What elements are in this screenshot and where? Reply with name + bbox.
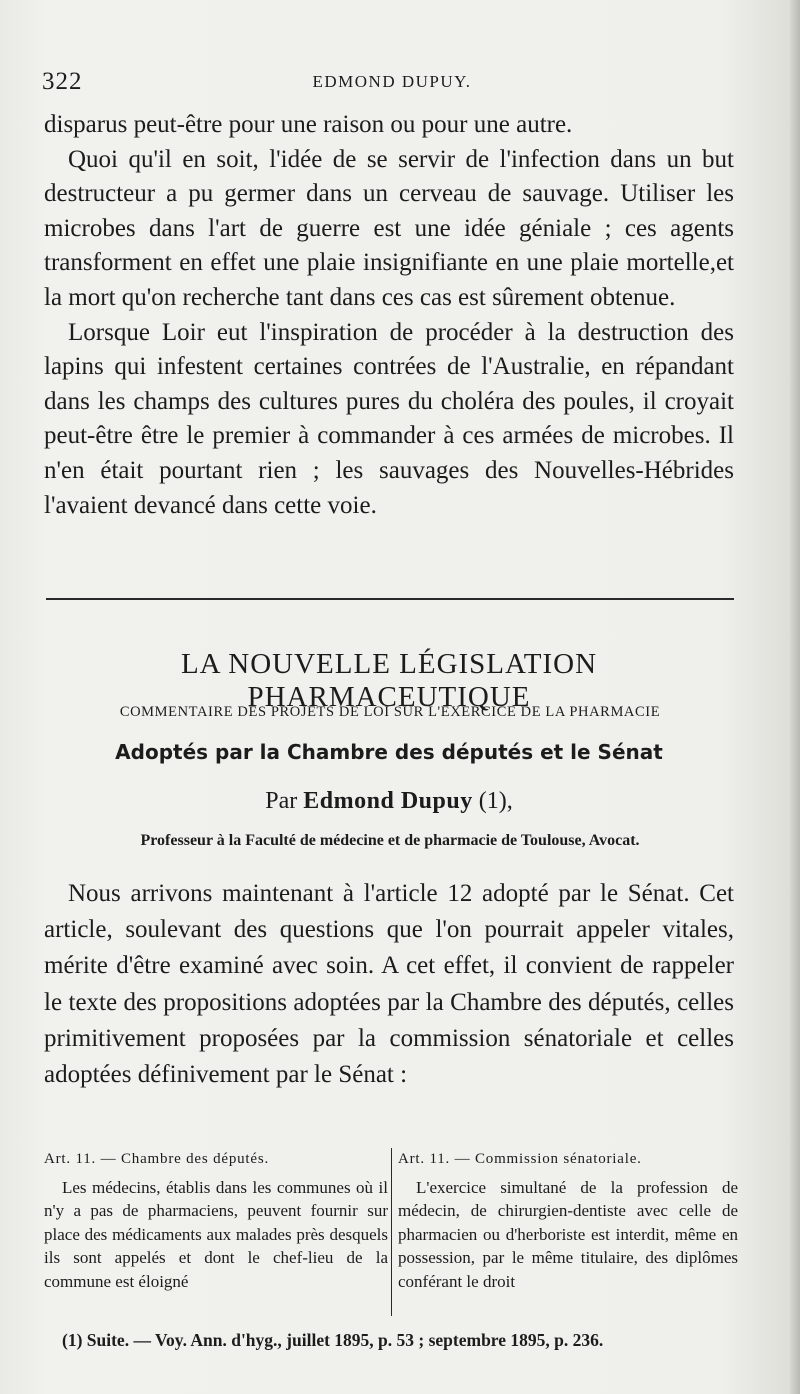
paragraph: Lorsque Loir eut l'inspiration de procéder à la destruction des lapins qui infestent certaines contrées de l'Australie, en répandant dans les champs des cultures pures du choléra des poules, il croyait peut-être être le premier à commander à ces armées de microbes. Il n'en était pourtant rien ; les sauvages des Nouvelles-Hébrides l'avaient devancé dans cette voie. (44, 318, 734, 519)
column-heading: Art. 11. — Chambre des députés. (44, 1151, 270, 1167)
opening-paragraphs (44, 108, 734, 523)
author-name: Edmond Dupuy (303, 788, 473, 814)
section-adopted-line: Adoptés par la Chambre des députés et le Sénat (115, 740, 663, 764)
paragraph: Quoi qu'il en soit, l'idée de se servir de l'infection dans un but destructeur a pu germer dans un cerveau de sauvage. Utiliser les microbes dans l'art de guerre est une idée géniale ; ces agents transforment en effet une plaie insignifiante en une plaie mortelle,et la mort qu'on recherche tant dans ces cas est sûrement obtenue. (44, 145, 734, 311)
paragraph-line: disparus peut-être pour une raison ou pour une autre. (44, 111, 573, 138)
author-footnote-ref: (1), (472, 788, 513, 814)
running-head: EDMOND DUPUY. (312, 72, 472, 91)
column-commission (398, 1148, 738, 1293)
page-header (42, 68, 742, 102)
column-text: Les médecins, établis dans les communes où il n'y a pas de pharmaciens, peuvent fournir sur place des médicaments aux malades près desquels ils sont appelés et dont le chef-lieu de la commune est éloigné (44, 1177, 388, 1291)
column-heading: Art. 11. — Commission sénatoriale. (398, 1151, 642, 1167)
author-affiliation: Professeur à la Faculté de médecine et de pharmacie de Toulouse, Avocat. (140, 832, 640, 849)
comparison-columns (44, 1148, 738, 1316)
column-chambre (44, 1148, 388, 1293)
section-title: LA NOUVELLE LÉGISLATION PHARMACEUTIQUE (180, 648, 598, 713)
page-number: 322 (42, 68, 83, 95)
section-author (44, 788, 734, 815)
footnote: (1) Suite. — Voy. Ann. d'hyg., juillet 1895, p. 53 ; septembre 1895, p. 236. (62, 1330, 604, 1350)
author-prefix: Par (265, 788, 298, 814)
article-paragraph (44, 876, 734, 1093)
column-divider (391, 1148, 392, 1316)
section-divider (46, 598, 734, 600)
page-edge-shadow (790, 0, 800, 1394)
paragraph: Nous arrivons maintenant à l'article 12 adopté par le Sénat. Cet article, soulevant des questions que l'on pourrait appeler vitales, mérite d'être examiné avec soin. A cet effet, il convient de rappeler le texte des propositions adoptées par la Chambre des députés, celles primitivement proposées par la commission sénatoriale et celles adoptées définivement par le Sénat : (44, 880, 734, 1089)
column-text: L'exercice simultané de la profession de médecin, de chirurgien-dentiste avec celle de pharmacien ou d'herboriste est interdit, même en possession, par le même titulaire, des diplômes conférant le droit (398, 1177, 738, 1291)
section-subtitle: COMMENTAIRE DES PROJETS DE LOI SUR L'EXERCICE DE LA PHARMACIE (119, 704, 661, 720)
